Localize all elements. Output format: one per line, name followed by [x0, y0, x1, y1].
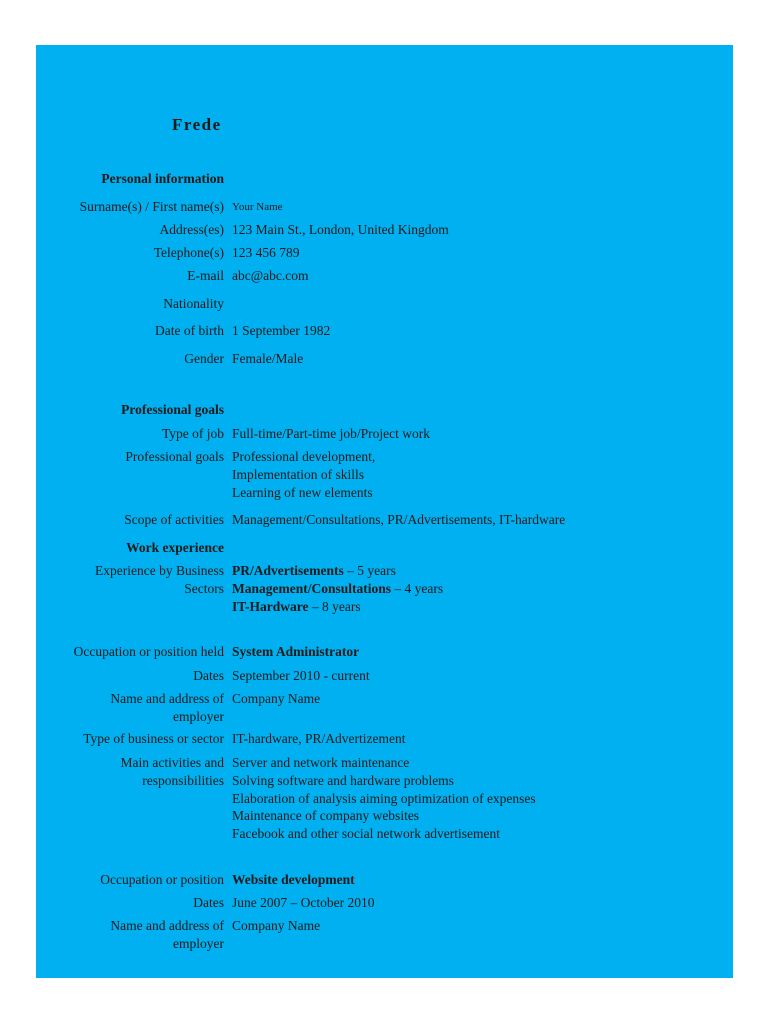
candidate-name: Frede: [172, 115, 222, 134]
employer-label: employer: [173, 709, 224, 724]
scope-value: Management/Consultations, PR/Advertisements, IT-hardware: [232, 512, 566, 527]
employer-label: employer: [173, 936, 224, 951]
employer-value: Company Name: [232, 691, 321, 706]
personal-info-heading: Personal information: [101, 171, 224, 186]
work-heading: Work experience: [126, 540, 224, 555]
sector-years: – 8 years: [308, 599, 361, 614]
gender-value: Female/Male: [232, 351, 304, 366]
sector-years: – 5 years: [343, 563, 396, 578]
occupation-label: Occupation or position held: [73, 644, 224, 659]
sectors-label: Sectors: [184, 581, 224, 596]
email-value: abc@abc.com: [232, 268, 309, 283]
telephone-value: 123 456 789: [232, 245, 300, 260]
sector-item: [232, 580, 443, 598]
address-label: Address(es): [159, 222, 224, 237]
sector-years: – 4 years: [391, 581, 444, 596]
telephone-label: Telephone(s): [153, 245, 224, 260]
activities-label: responsibilities: [142, 773, 224, 788]
business-sector-label: Type of business or sector: [83, 731, 224, 746]
dob-value: 1 September 1982: [232, 323, 331, 338]
goals-line: Learning of new elements: [232, 485, 373, 500]
activities-label: Main activities and: [120, 755, 224, 770]
nationality-label: Nationality: [163, 296, 224, 311]
sector-name: Management/Consultations: [232, 581, 392, 596]
dates-value: September 2010 - current: [232, 668, 370, 683]
email-label: E-mail: [187, 268, 224, 283]
address-value: 123 Main St., London, United Kingdom: [232, 222, 449, 237]
occupation-label: Occupation or position: [100, 872, 224, 887]
dob-label: Date of birth: [155, 323, 224, 338]
activity-item: Server and network maintenance: [232, 755, 410, 770]
sector-item: [232, 562, 396, 580]
occupation-value: Website development: [232, 872, 355, 887]
occupation-value: System Administrator: [232, 644, 360, 659]
scope-label: Scope of activities: [124, 512, 224, 527]
dates-label: Dates: [193, 668, 224, 683]
activity-item: Maintenance of company websites: [232, 808, 420, 823]
job-type-value: Full-time/Part-time job/Project work: [232, 426, 430, 441]
surname-value: Your Name: [232, 201, 283, 213]
activity-item: Facebook and other social network advertisement: [232, 826, 501, 841]
employer-value: Company Name: [232, 918, 321, 933]
goals-label: Professional goals: [125, 449, 224, 464]
sector-item: [232, 598, 361, 616]
gender-label: Gender: [184, 351, 224, 366]
business-sector-value: IT-hardware, PR/Advertizement: [232, 731, 406, 746]
sector-name: PR/Advertisements: [232, 563, 344, 578]
goals-line: Professional development,: [232, 449, 376, 464]
employer-label: Name and address of: [110, 918, 224, 933]
activity-item: Solving software and hardware problems: [232, 773, 454, 788]
employer-label: Name and address of: [110, 691, 224, 706]
sectors-label: Experience by Business: [95, 563, 224, 578]
goals-heading: Professional goals: [121, 402, 224, 417]
dates-label: Dates: [193, 895, 224, 910]
cv-page: [36, 45, 733, 978]
surname-label: Surname(s) / First name(s): [79, 199, 224, 214]
job-type-label: Type of job: [161, 426, 224, 441]
activity-item: Elaboration of analysis aiming optimization of expenses: [232, 791, 536, 806]
dates-value: June 2007 – October 2010: [232, 895, 375, 910]
sector-name: IT-Hardware: [232, 599, 309, 614]
goals-line: Implementation of skills: [232, 467, 364, 482]
